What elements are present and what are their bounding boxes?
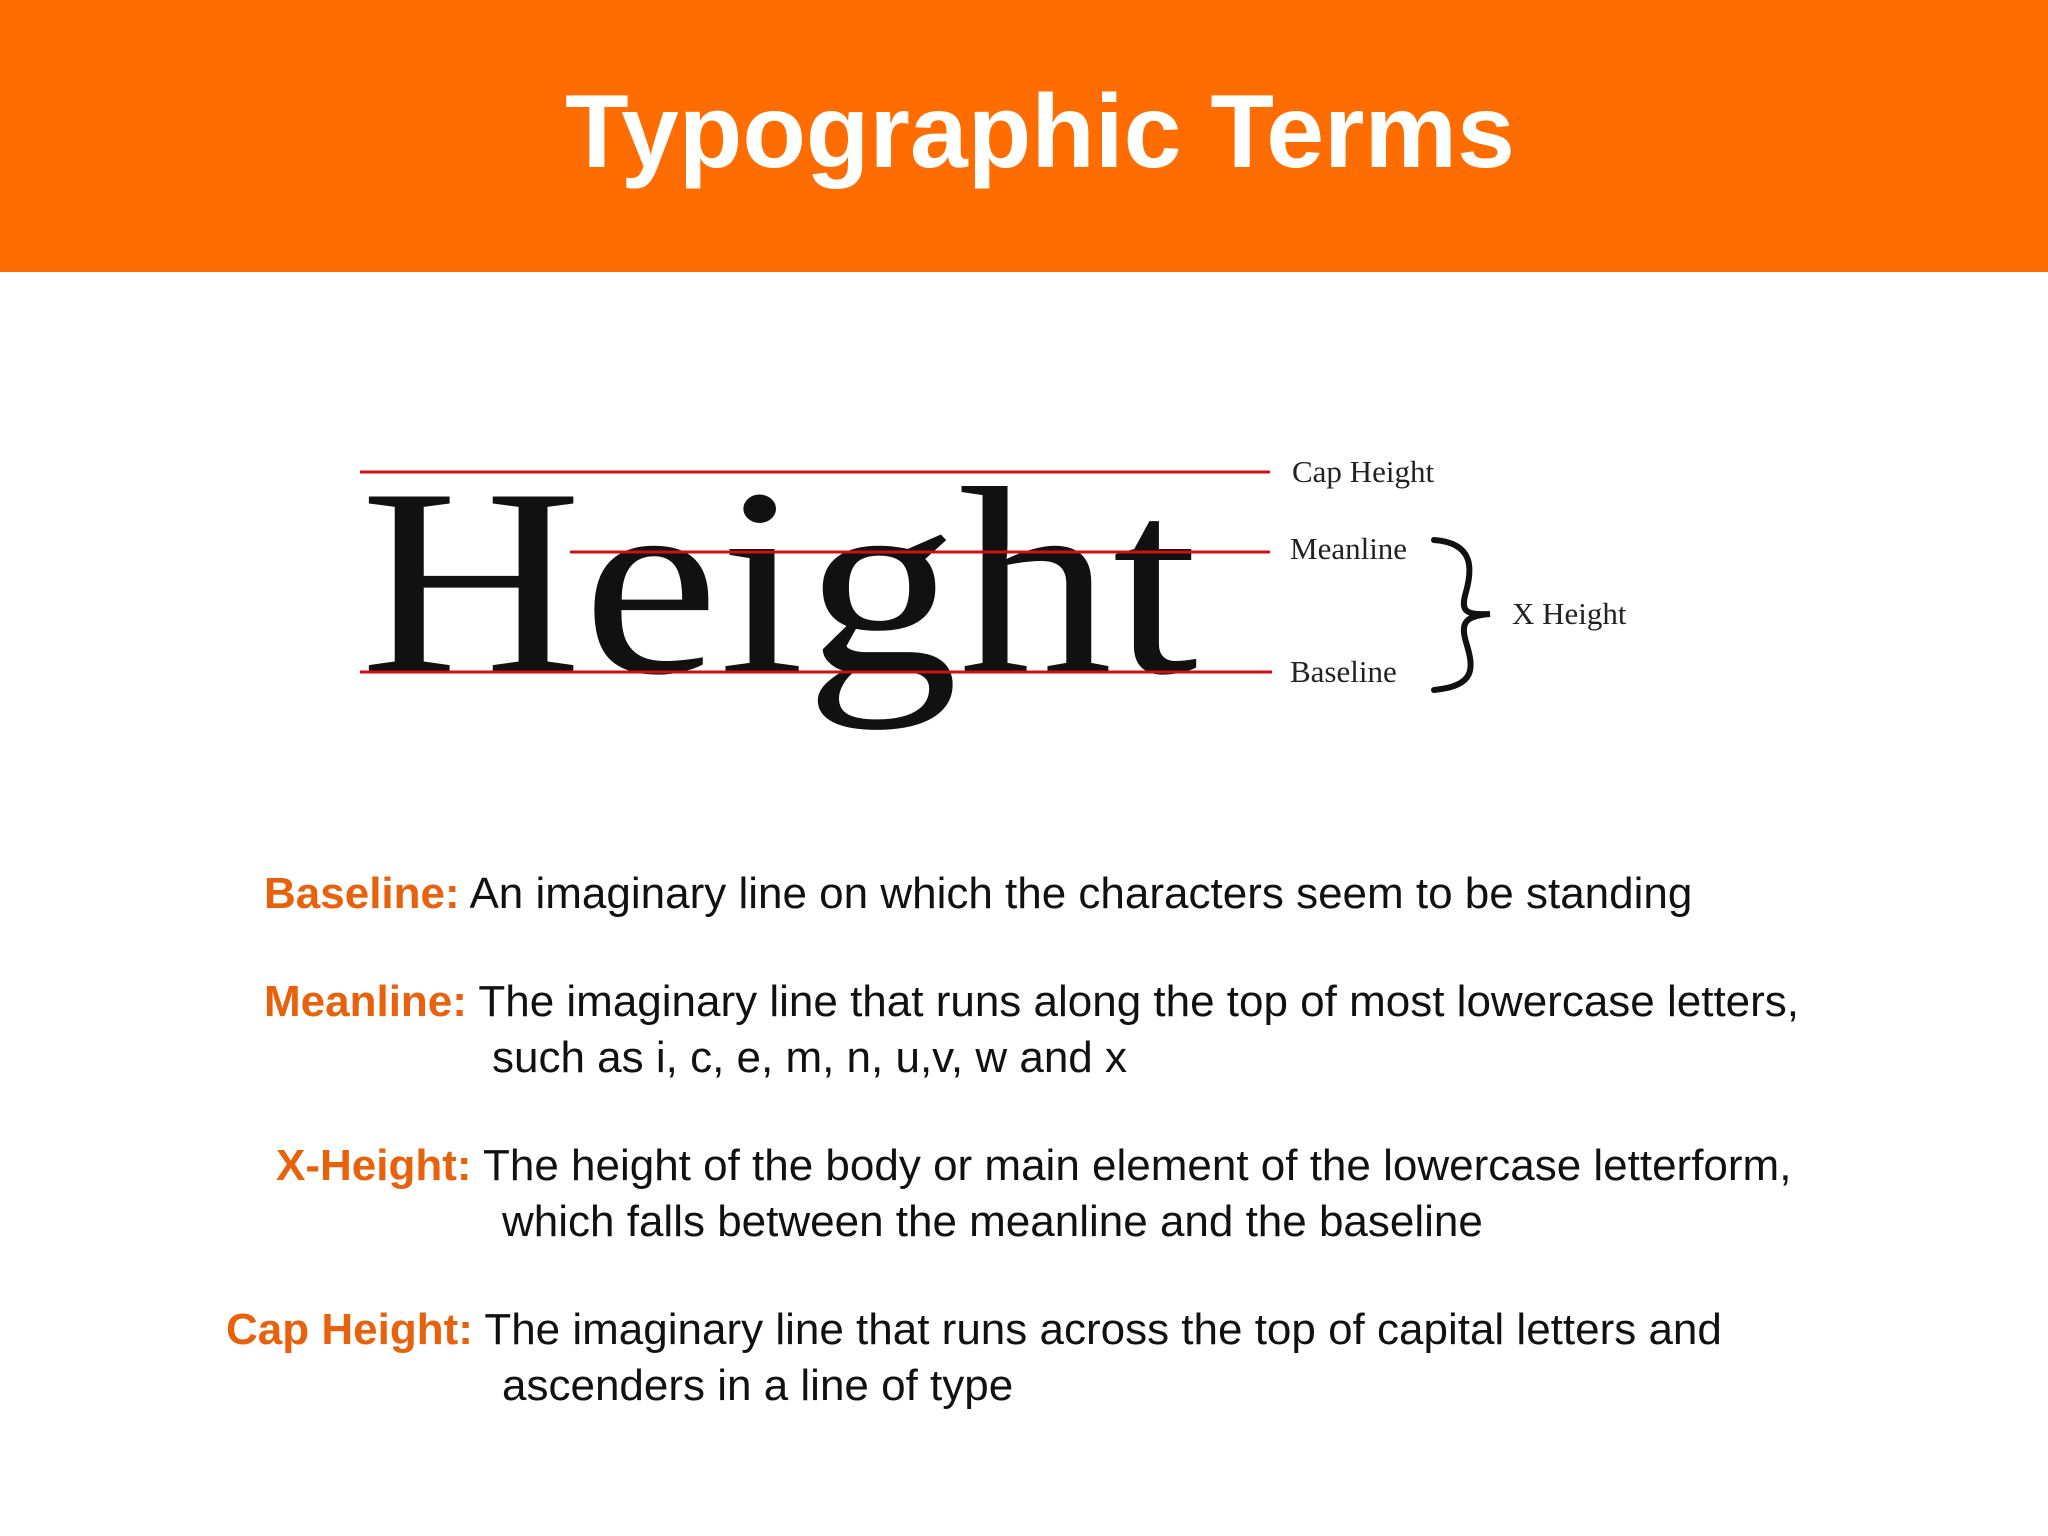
- definition-x-height: [276, 1141, 1792, 1190]
- definition-cap-height-continuation: ascenders in a line of type: [502, 1361, 1014, 1410]
- definition-baseline: [264, 869, 1693, 918]
- term-cap-height: Cap Height:: [226, 1305, 473, 1354]
- definition-cap-height: [226, 1305, 1722, 1354]
- term-x-height: X-Height:: [276, 1141, 472, 1190]
- definition-x-height-text: The height of the body or main element of the lowercase letterform,: [482, 1141, 1792, 1190]
- definition-x-height-continuation: which falls between the meanline and the baseline: [502, 1197, 1483, 1246]
- definition-cap-height-text: The imaginary line that runs across the top of capital letters and: [484, 1305, 1722, 1354]
- cap-height-label: Cap Height: [1292, 454, 1435, 489]
- sample-word-height: Height: [360, 433, 1200, 730]
- definition-meanline-text: The imaginary line that runs along the top of most lowercase letters,: [478, 977, 1800, 1026]
- term-meanline: Meanline:: [264, 977, 467, 1026]
- baseline-label: Baseline: [1290, 654, 1397, 689]
- meanline-label: Meanline: [1290, 531, 1408, 566]
- x-height-label: X Height: [1512, 596, 1627, 631]
- definition-baseline-text: An imaginary line on which the characters seem to be standing: [469, 869, 1693, 918]
- term-baseline: Baseline:: [264, 869, 460, 918]
- definition-meanline-continuation: such as i, c, e, m, n, u,v, w and x: [492, 1033, 1127, 1082]
- definition-meanline: [264, 977, 1800, 1026]
- slide-title: Typographic Terms: [565, 74, 1515, 190]
